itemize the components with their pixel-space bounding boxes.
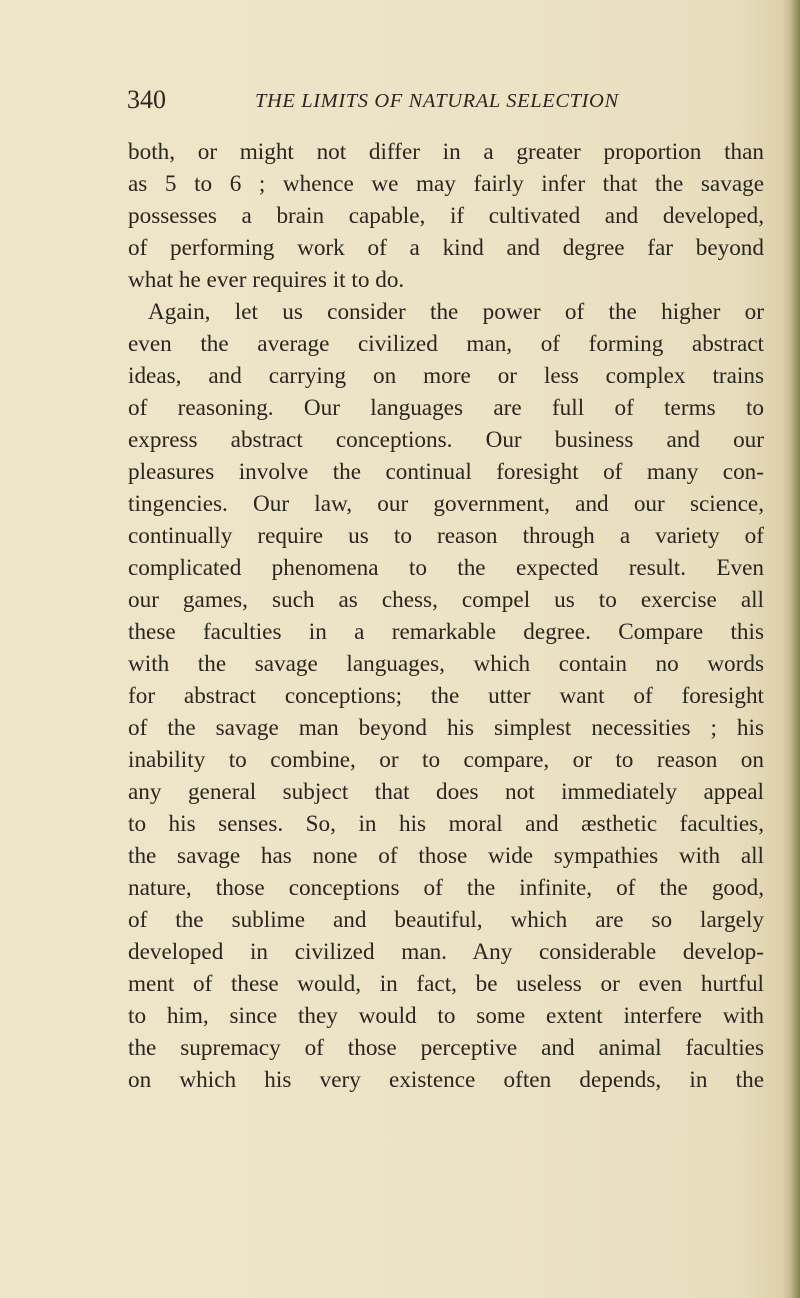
text-line: inability to combine, or to compare, or to reason on xyxy=(128,747,764,773)
text-line: complicated phenomena to the expected result. Even xyxy=(128,555,764,581)
text-line: of the savage man beyond his simplest necessities ; his xyxy=(128,715,764,741)
text-line: pleasures involve the continual foresight of many con- xyxy=(128,459,764,485)
text-line: for abstract conceptions; the utter want of foresight xyxy=(128,683,764,709)
text-line: to him, since they would to some extent interfere with xyxy=(128,1003,764,1029)
text-line: express abstract conceptions. Our business and our xyxy=(128,427,764,453)
text-line: tingencies. Our law, our government, and our science, xyxy=(128,491,764,517)
text-line: even the average civilized man, of forming abstract xyxy=(128,331,764,357)
text-line: of reasoning. Our languages are full of terms to xyxy=(128,395,764,421)
text-line: our games, such as chess, compel us to exercise all xyxy=(128,587,764,613)
page-number: 340 xyxy=(127,85,166,114)
text-line: ment of these would, in fact, be useless or even hurtful xyxy=(128,971,764,997)
text-line: Again, let us consider the power of the higher or xyxy=(148,299,764,325)
text-line: as 5 to 6 ; whence we may fairly infer that the savage xyxy=(128,171,764,197)
text-line: continually require us to reason through a variety of xyxy=(128,523,764,549)
running-title: THE LIMITS OF NATURAL SELECTION xyxy=(255,90,619,112)
text-line: to his senses. So, in his moral and æsthetic faculties, xyxy=(128,811,764,837)
page-header xyxy=(127,84,767,124)
text-line: what he ever requires it to do. xyxy=(128,267,405,293)
text-line: possesses a brain capable, if cultivated and developed, xyxy=(128,203,764,229)
text-line: nature, those conceptions of the infinite, of the good, xyxy=(128,875,764,901)
page-edge-shadow xyxy=(782,0,800,1298)
text-line: of the sublime and beautiful, which are so largely xyxy=(128,907,764,933)
text-line: with the savage languages, which contain no words xyxy=(128,651,764,677)
text-line: ideas, and carrying on more or less complex trains xyxy=(128,363,764,389)
text-line: on which his very existence often depends, in the xyxy=(128,1067,764,1093)
text-line: of performing work of a kind and degree far beyond xyxy=(128,235,764,261)
body-text xyxy=(128,136,764,1096)
text-line: these faculties in a remarkable degree. Compare this xyxy=(128,619,764,645)
text-line: any general subject that does not immediately appeal xyxy=(128,779,764,805)
text-line: developed in civilized man. Any considerable develop- xyxy=(128,939,764,965)
text-line: the savage has none of those wide sympathies with all xyxy=(128,843,764,869)
text-line: both, or might not differ in a greater proportion than xyxy=(128,139,764,165)
text-line: the supremacy of those perceptive and animal faculties xyxy=(128,1035,764,1061)
